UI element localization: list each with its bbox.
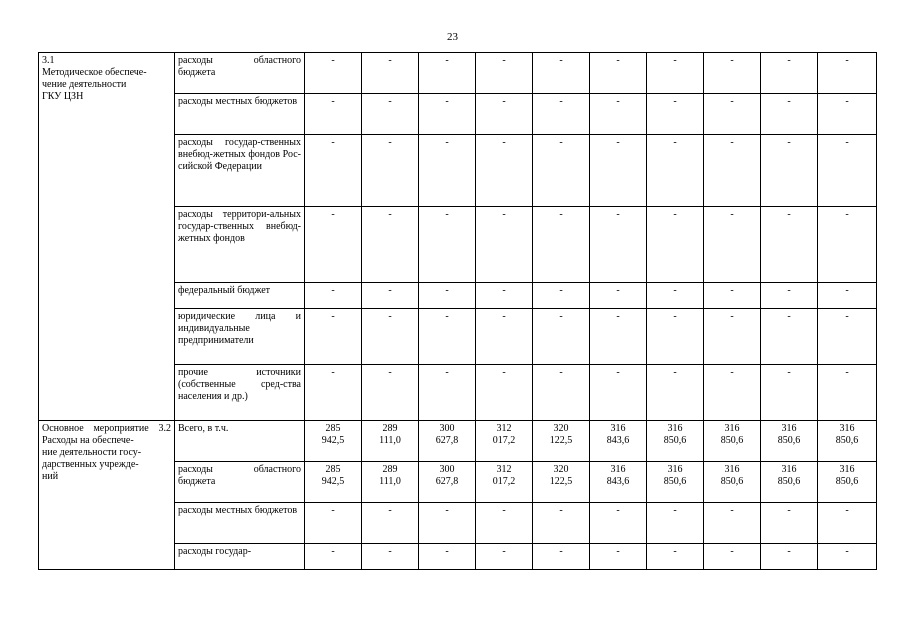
year-value-cell: - (419, 503, 476, 544)
funding-source-label: расходы государ- (175, 544, 305, 570)
year-value-cell: 320 122,5 (533, 462, 590, 503)
year-value-cell: - (419, 309, 476, 365)
budget-table (38, 52, 877, 570)
year-value-cell: 289 111,0 (362, 462, 419, 503)
year-value-cell: - (704, 283, 761, 309)
year-value-cell: - (647, 94, 704, 135)
year-value-cell: - (704, 53, 761, 94)
year-value-cell: - (704, 544, 761, 570)
year-value-cell: - (362, 53, 419, 94)
year-value-cell: - (818, 365, 877, 421)
year-value-cell: - (305, 207, 362, 283)
year-value-cell: - (761, 544, 818, 570)
year-value-cell: 300 627,8 (419, 462, 476, 503)
year-value-cell: - (590, 503, 647, 544)
year-value-cell: - (761, 309, 818, 365)
year-value-cell: - (818, 309, 877, 365)
year-value-cell: - (533, 283, 590, 309)
year-value-cell: - (647, 544, 704, 570)
year-value-cell: 320 122,5 (533, 421, 590, 462)
year-value-cell: - (647, 207, 704, 283)
year-value-cell: - (818, 503, 877, 544)
year-value-cell: - (533, 365, 590, 421)
year-value-cell: - (419, 53, 476, 94)
year-value-cell: - (362, 94, 419, 135)
measure-code: 3.1 (42, 55, 55, 66)
year-value-cell: - (761, 135, 818, 207)
year-value-cell: - (419, 94, 476, 135)
year-value-cell: - (704, 503, 761, 544)
year-value-cell: - (590, 283, 647, 309)
year-value-cell: - (476, 544, 533, 570)
year-value-cell: - (533, 53, 590, 94)
year-value-cell: 316 850,6 (647, 462, 704, 503)
year-value-cell: - (704, 365, 761, 421)
year-value-cell: - (419, 135, 476, 207)
year-value-cell: - (476, 135, 533, 207)
year-value-cell: - (818, 135, 877, 207)
table-row (39, 53, 877, 94)
year-value-cell: - (419, 283, 476, 309)
year-value-cell: - (305, 94, 362, 135)
funding-source-label: прочие источники (собственные сред-ства населения и др.) (175, 365, 305, 421)
year-value-cell: - (476, 309, 533, 365)
year-value-cell: - (818, 53, 877, 94)
year-value-cell: - (590, 544, 647, 570)
year-value-cell: - (362, 309, 419, 365)
measure-code: Основное мероприятие 3.2 (42, 423, 171, 434)
year-value-cell: - (362, 207, 419, 283)
page-number: 23 (447, 31, 458, 43)
year-value-cell: - (362, 283, 419, 309)
year-value-cell: - (305, 53, 362, 94)
year-value-cell: - (647, 135, 704, 207)
year-value-cell: - (590, 135, 647, 207)
year-value-cell: 312 017,2 (476, 462, 533, 503)
year-value-cell: - (305, 503, 362, 544)
funding-source-label: расходы местных бюджетов (175, 94, 305, 135)
year-value-cell: - (533, 207, 590, 283)
year-value-cell: - (476, 94, 533, 135)
year-value-cell: - (647, 309, 704, 365)
year-value-cell: - (761, 365, 818, 421)
year-value-cell: 316 843,6 (590, 462, 647, 503)
year-value-cell: 312 017,2 (476, 421, 533, 462)
year-value-cell: 316 850,6 (818, 462, 877, 503)
year-value-cell: 316 850,6 (704, 421, 761, 462)
year-value-cell: - (761, 53, 818, 94)
year-value-cell: - (533, 94, 590, 135)
year-value-cell: - (761, 283, 818, 309)
year-value-cell: - (818, 283, 877, 309)
year-value-cell: - (590, 207, 647, 283)
year-value-cell: - (704, 207, 761, 283)
year-value-cell: - (533, 135, 590, 207)
year-value-cell: - (818, 94, 877, 135)
year-value-cell: 316 850,6 (818, 421, 877, 462)
funding-source-label: расходы областного бюджета (175, 53, 305, 94)
year-value-cell: 285 942,5 (305, 462, 362, 503)
year-value-cell: - (533, 503, 590, 544)
table-row (39, 421, 877, 462)
year-value-cell: - (476, 53, 533, 94)
year-value-cell: - (761, 207, 818, 283)
year-value-cell: - (362, 365, 419, 421)
year-value-cell: 316 843,6 (590, 421, 647, 462)
year-value-cell: - (533, 544, 590, 570)
year-value-cell: - (590, 53, 647, 94)
year-value-cell: - (590, 365, 647, 421)
year-value-cell: - (704, 94, 761, 135)
year-value-cell: 289 111,0 (362, 421, 419, 462)
year-value-cell: - (476, 283, 533, 309)
funding-source-label: расходы местных бюджетов (175, 503, 305, 544)
year-value-cell: 316 850,6 (761, 421, 818, 462)
year-value-cell: - (305, 365, 362, 421)
year-value-cell: - (704, 309, 761, 365)
year-value-cell: - (305, 544, 362, 570)
year-value-cell: - (305, 283, 362, 309)
year-value-cell: 316 850,6 (704, 462, 761, 503)
year-value-cell: - (362, 544, 419, 570)
year-value-cell: - (590, 309, 647, 365)
measure-title: Расходы на обеспече- ние деятельности госу- дарственных учрежде- ний (42, 435, 142, 482)
year-value-cell: - (419, 365, 476, 421)
funding-source-label: расходы государ-ственных внебюд-жетных фондов Рос-сийской Федерации (175, 135, 305, 207)
year-value-cell: - (761, 94, 818, 135)
year-value-cell: - (533, 309, 590, 365)
measure-cell (39, 421, 175, 570)
year-value-cell: - (818, 207, 877, 283)
year-value-cell: - (476, 365, 533, 421)
year-value-cell: - (704, 135, 761, 207)
year-value-cell: - (818, 544, 877, 570)
year-value-cell: - (362, 503, 419, 544)
measure-cell (39, 53, 175, 421)
year-value-cell: - (419, 544, 476, 570)
year-value-cell: 300 627,8 (419, 421, 476, 462)
year-value-cell: - (647, 53, 704, 94)
year-value-cell: - (305, 135, 362, 207)
year-value-cell: - (419, 207, 476, 283)
year-value-cell: - (761, 503, 818, 544)
funding-source-label: Всего, в т.ч. (175, 421, 305, 462)
funding-source-label: федеральный бюджет (175, 283, 305, 309)
year-value-cell: - (476, 503, 533, 544)
funding-source-label: юридические лица и индивидуальные предприниматели (175, 309, 305, 365)
year-value-cell: - (362, 135, 419, 207)
year-value-cell: 316 850,6 (647, 421, 704, 462)
funding-source-label: расходы территори-альных государ-ственных внебюд-жетных фондов (175, 207, 305, 283)
year-value-cell: - (647, 283, 704, 309)
year-value-cell: - (647, 503, 704, 544)
funding-source-label: расходы областного бюджета (175, 462, 305, 503)
measure-title: Методическое обеспече- чение деятельности ГКУ ЦЗН (42, 67, 147, 102)
year-value-cell: - (590, 94, 647, 135)
year-value-cell: 285 942,5 (305, 421, 362, 462)
year-value-cell: - (476, 207, 533, 283)
year-value-cell: 316 850,6 (761, 462, 818, 503)
year-value-cell: - (305, 309, 362, 365)
year-value-cell: - (647, 365, 704, 421)
